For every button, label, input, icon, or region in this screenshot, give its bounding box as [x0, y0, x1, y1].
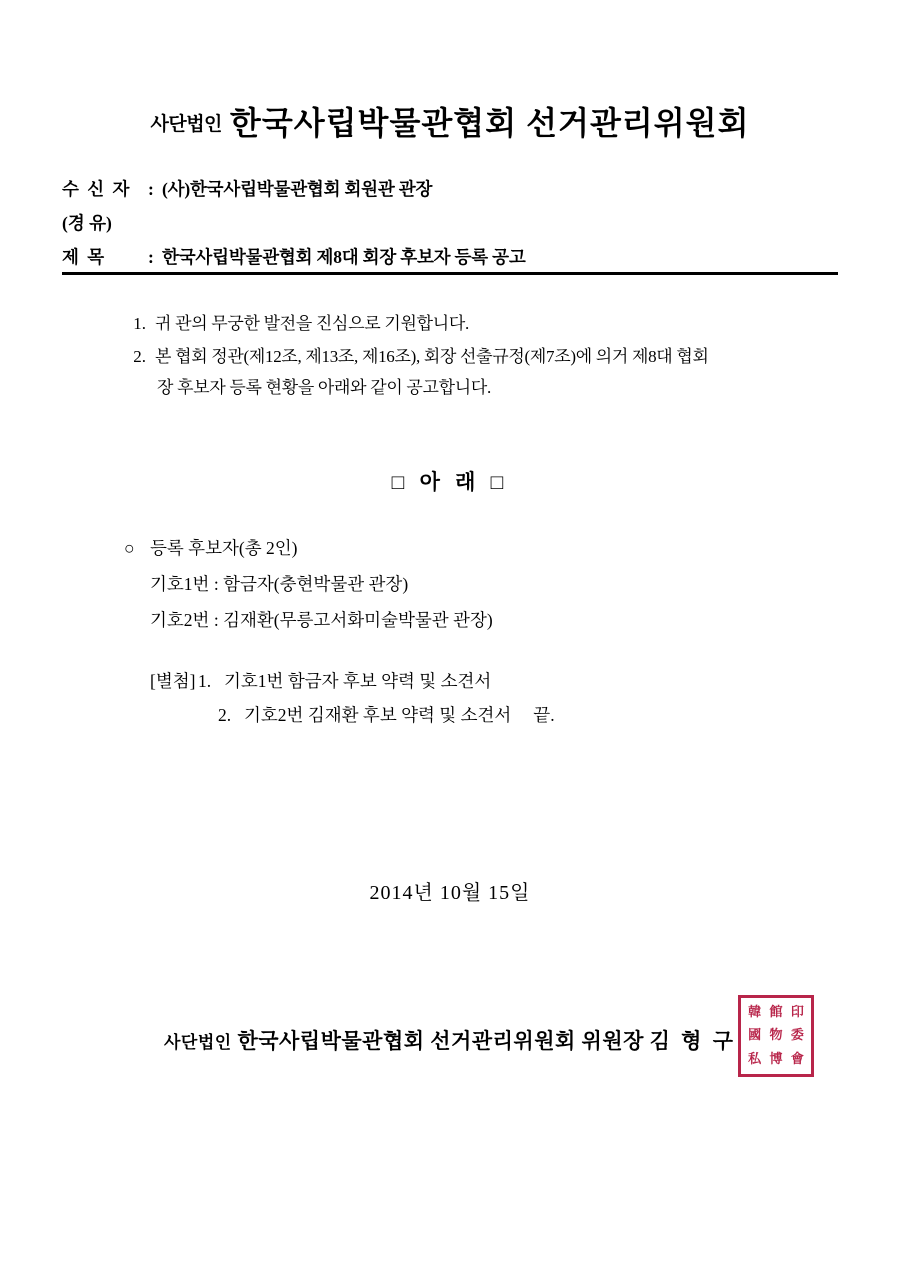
- attachment-row: [150, 698, 850, 732]
- below-marker: □ 아 래 □: [391, 470, 509, 494]
- meta-label-subject: 제 목: [62, 247, 107, 267]
- body-item-text: 귀 관의 무궁한 발전을 진심으로 기원합니다.: [155, 314, 469, 333]
- meta-row-subject: [62, 240, 852, 274]
- candidate-heading-row: [124, 530, 824, 566]
- candidate-line-1: 기호1번 : 함금자(충현박물관 관장): [150, 574, 409, 594]
- seal-character: 物: [769, 1028, 783, 1044]
- meta-row-via: [62, 206, 852, 240]
- organization-title: 한국사립박물관협회 선거관리위원회: [229, 105, 750, 141]
- attachment-number: 2.: [218, 705, 232, 725]
- attachment-text: 기호1번 함금자 후보 약력 및 소견서: [224, 671, 492, 691]
- recipient-meta-block: [62, 172, 852, 274]
- candidate-line-2: 기호2번 : 김재환(무릉고서화미술박물관 관장): [150, 610, 493, 630]
- seal-character: 國: [748, 1028, 762, 1044]
- body-item-line-1: 본 협회 정관(제12조, 제13조, 제16조), 회장 선출규정(제7조)에 의거 제8대 협회: [155, 347, 709, 366]
- meta-label-via: (경 유): [62, 213, 112, 233]
- body-item-line-2: 장 후보자 등록 현황을 아래와 같이 공고합니다.: [157, 378, 491, 397]
- meta-value-recipient: (사)한국사립박물관협회 회원관 관장: [162, 179, 433, 199]
- bullet-circle-icon: ○: [124, 538, 135, 558]
- body-paragraph-list: [120, 308, 850, 405]
- seal-character: 館: [769, 1005, 783, 1021]
- attachment-tag: [별첨]: [150, 671, 196, 691]
- meta-row-recipient: [62, 172, 852, 206]
- signature-prefix: 사단법인: [164, 1033, 232, 1052]
- candidate-block: [124, 530, 824, 638]
- document-date: 2014년 10월 15일: [369, 882, 531, 904]
- body-item-number: 1.: [133, 314, 146, 333]
- meta-label-recipient: 수 신 자: [62, 179, 132, 199]
- attachment-number: 1.: [198, 671, 212, 691]
- attachment-block: [150, 664, 850, 732]
- meta-colon-recipient: :: [148, 179, 154, 199]
- seal-character: 博: [769, 1051, 783, 1067]
- seal-character: 會: [790, 1051, 804, 1067]
- seal-character: 私: [748, 1051, 762, 1067]
- body-item: [120, 341, 850, 403]
- seal-character: 印: [790, 1005, 804, 1021]
- official-seal-stamp: [738, 995, 814, 1077]
- attachment-text: 기호2번 김재환 후보 약력 및 소견서: [244, 705, 512, 725]
- seal-character: 韓: [748, 1005, 762, 1021]
- organization-prefix: 사단법인: [150, 114, 222, 135]
- attachment-row: [150, 664, 850, 698]
- header-divider: [62, 272, 838, 275]
- document-header: [0, 98, 900, 144]
- attachment-end-mark: 끝.: [533, 705, 555, 725]
- body-item-number: 2.: [133, 347, 146, 366]
- meta-colon-subject: :: [148, 247, 154, 267]
- candidate-heading: 등록 후보자(총 2인): [150, 538, 298, 558]
- signature-organization: 한국사립박물관협회 선거관리위원회 위원장: [237, 1029, 644, 1053]
- meta-value-subject: 한국사립박물관협회 제8대 회장 후보자 등록 공고: [162, 247, 526, 267]
- body-item: [120, 308, 850, 339]
- seal-character-grid: [745, 1002, 807, 1070]
- signature-name: 김 형 구: [649, 1029, 736, 1053]
- body-item-text: [155, 341, 850, 403]
- seal-character: 委: [790, 1028, 804, 1044]
